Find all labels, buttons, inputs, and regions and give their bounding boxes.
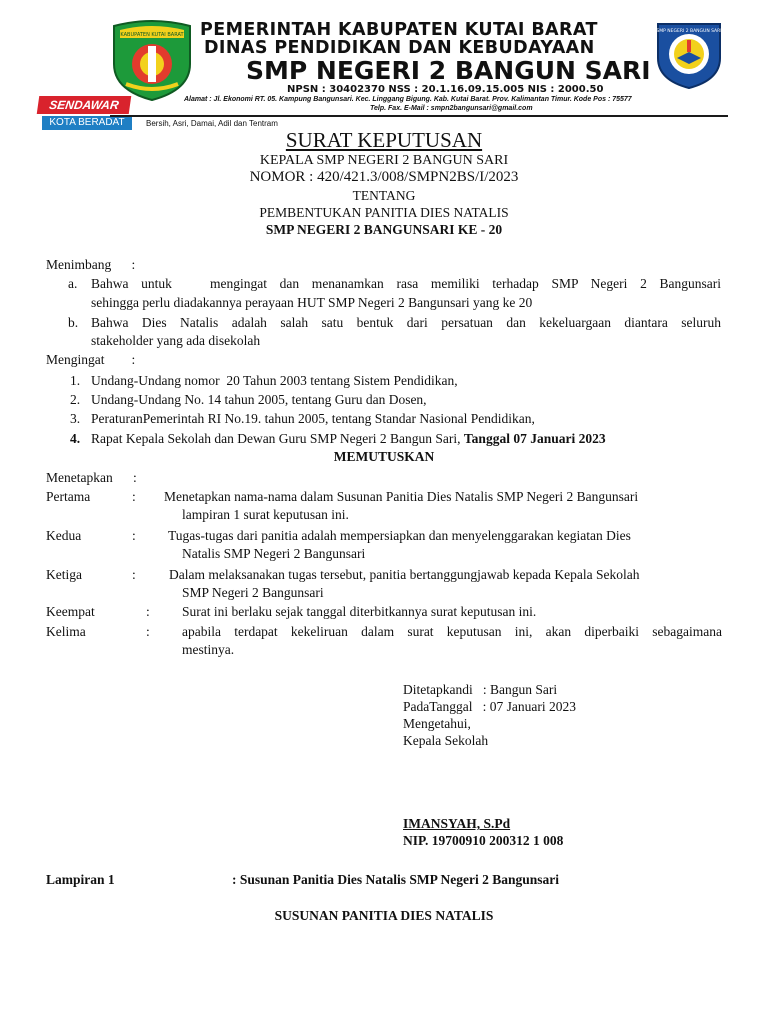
keempat-colon: : <box>146 604 150 619</box>
menimbang-b-marker: b. <box>68 315 79 330</box>
motto-badge-bottom: KOTA BERADAT <box>42 116 132 130</box>
motto-text: Bersih, Asri, Damai, Adil dan Tentram <box>146 119 278 128</box>
kelima-line2: mestinya. <box>182 642 235 657</box>
signature-ack: Mengetahui, <box>403 716 471 731</box>
mengingat-item-1-num: 1. <box>70 373 81 388</box>
signature-date: PadaTanggal : 07 Januari 2023 <box>403 699 577 714</box>
ketiga-line2: SMP Negeri 2 Bangunsari <box>182 585 324 600</box>
dept-name: DINAS PENDIDIKAN DAN KEBUDAYAAN <box>204 38 595 58</box>
menimbang-a-line2: sehingga perlu diadakannya perayaan HUT SMP Negeri 2 Bangunsari yang ke 20 <box>91 295 533 310</box>
kelima-label: Kelima <box>46 624 86 639</box>
pertama-line2: lampiran 1 surat keputusan ini. <box>182 507 349 522</box>
memutuskan-heading: MEMUTUSKAN <box>333 449 435 464</box>
lampiran-label: Lampiran 1 <box>46 872 115 887</box>
menetapkan-label: Menetapkan : <box>46 470 137 485</box>
regency-logo-text: KABUPATEN KUTAI BARAT <box>120 32 184 38</box>
signature-role: Kepala Sekolah <box>403 733 489 748</box>
signature-place: Ditetapkandi : Bangun Sari <box>403 682 558 697</box>
mengingat-item-3-num: 3. <box>70 411 81 426</box>
school-contact: Telp. Fax. E-Mail : smpn2bangunsari@gmail.com <box>370 105 533 112</box>
kelima-line1: apabila terdapat kekeliruan dalam surat keputusan ini, akan diperbaiki sebagaimana <box>182 624 722 639</box>
decree-number: NOMOR : 420/421.3/008/SMPN2BS/I/2023 <box>249 169 519 185</box>
mengingat-item-2: Undang-Undang No. 14 tahun 2005, tentang Guru dan Dosen, <box>91 392 427 407</box>
school-address: Alamat : Jl. Ekonomi RT. 05. Kampung Bangunsari. Kec. Linggang Bigung. Kab. Kutai Barat. Prov. Kalimantan Timur. Kode Pos : 75577 <box>184 96 632 103</box>
mengingat-item-4-date: Tanggal 07 Januari 2023 <box>463 431 606 446</box>
pertama-line1: Menetapkan nama-nama dalam Susunan Panitia Dies Natalis SMP Negeri 2 Bangunsari <box>164 489 639 504</box>
lampiran-text: : Susunan Panitia Dies Natalis SMP Negeri 2 Bangunsari <box>232 872 560 887</box>
signatory-name: IMANSYAH, S.Pd <box>403 816 511 831</box>
decree-subject-2: SMP NEGERI 2 BANGUNSARI KE - 20 <box>265 222 503 237</box>
ketiga-label: Ketiga <box>46 567 82 582</box>
school-logo-text: SMP NEGERI 2 BANGUN SARI <box>656 29 722 34</box>
kedua-label: Kedua <box>46 528 82 543</box>
kedua-line1: Tugas-tugas dari panitia adalah mempersiapkan dan menyelenggarakan kegiatan Dies <box>168 528 631 543</box>
pertama-label: Pertama <box>46 489 91 504</box>
keempat-line1: Surat ini berlaku sejak tanggal diterbitkannya surat keputusan ini. <box>182 604 537 619</box>
decree-title: SURAT KEPUTUSAN <box>285 128 483 152</box>
mengingat-item-4 <box>91 430 606 448</box>
gov-name: PEMERINTAH KABUPATEN KUTAI BARAT <box>200 20 598 40</box>
mengingat-label: Mengingat : <box>46 352 136 367</box>
menimbang-label: Menimbang : <box>46 257 136 272</box>
mengingat-item-3: PeraturanPemerintah RI No.19. tahun 2005, tentang Standar Nasional Pendidikan, <box>91 411 535 426</box>
mengingat-item-4-text: Rapat Kepala Sekolah dan Dewan Guru SMP Negeri 2 Bangun Sari, <box>91 431 464 446</box>
mengingat-item-1: Undang-Undang nomor 20 Tahun 2003 tentang Sistem Pendidikan, <box>91 373 458 388</box>
regency-logo <box>106 18 198 102</box>
mengingat-item-2-num: 2. <box>70 392 81 407</box>
lampiran-heading: SUSUNAN PANITIA DIES NATALIS <box>274 908 494 923</box>
motto-badge-top: SENDAWAR <box>37 96 132 114</box>
decree-subject-1: PEMBENTUKAN PANITIA DIES NATALIS <box>259 205 509 220</box>
ketiga-line1: Dalam melaksanakan tugas tersebut, panitia bertanggungjawab kepada Kepala Sekolah <box>169 567 640 582</box>
school-name: SMP NEGERI 2 BANGUN SARI <box>246 56 651 85</box>
decree-issuer: KEPALA SMP NEGERI 2 BANGUN SARI <box>259 153 509 168</box>
ketiga-colon: : <box>132 567 136 582</box>
kedua-colon: : <box>132 528 136 543</box>
school-ids: NPSN : 30402370 NSS : 20.1.16.09.15.005 NIS : 2000.50 <box>287 84 604 95</box>
header-rule <box>110 115 728 117</box>
menimbang-a-marker: a. <box>68 276 78 291</box>
school-logo <box>650 18 728 90</box>
signatory-nip: NIP. 19700910 200312 1 008 <box>403 833 564 848</box>
menimbang-b-line2: stakeholder yang ada disekolah <box>91 333 261 348</box>
kedua-line2: Natalis SMP Negeri 2 Bangunsari <box>182 546 366 561</box>
menimbang-b-line1: Bahwa Dies Natalis adalah salah satu bentuk dari persatuan dan kekeluargaan diantara seluruh <box>91 315 721 330</box>
menimbang-a-line1: Bahwa untuk mengingat dan menanamkan rasa memiliki terhadap SMP Negeri 2 Bangunsari <box>91 276 721 291</box>
mengingat-item-4-num: 4. <box>70 431 81 446</box>
decree-about: TENTANG <box>352 188 416 203</box>
keempat-label: Keempat <box>46 604 95 619</box>
kelima-colon: : <box>146 624 150 639</box>
pertama-colon: : <box>132 489 136 504</box>
